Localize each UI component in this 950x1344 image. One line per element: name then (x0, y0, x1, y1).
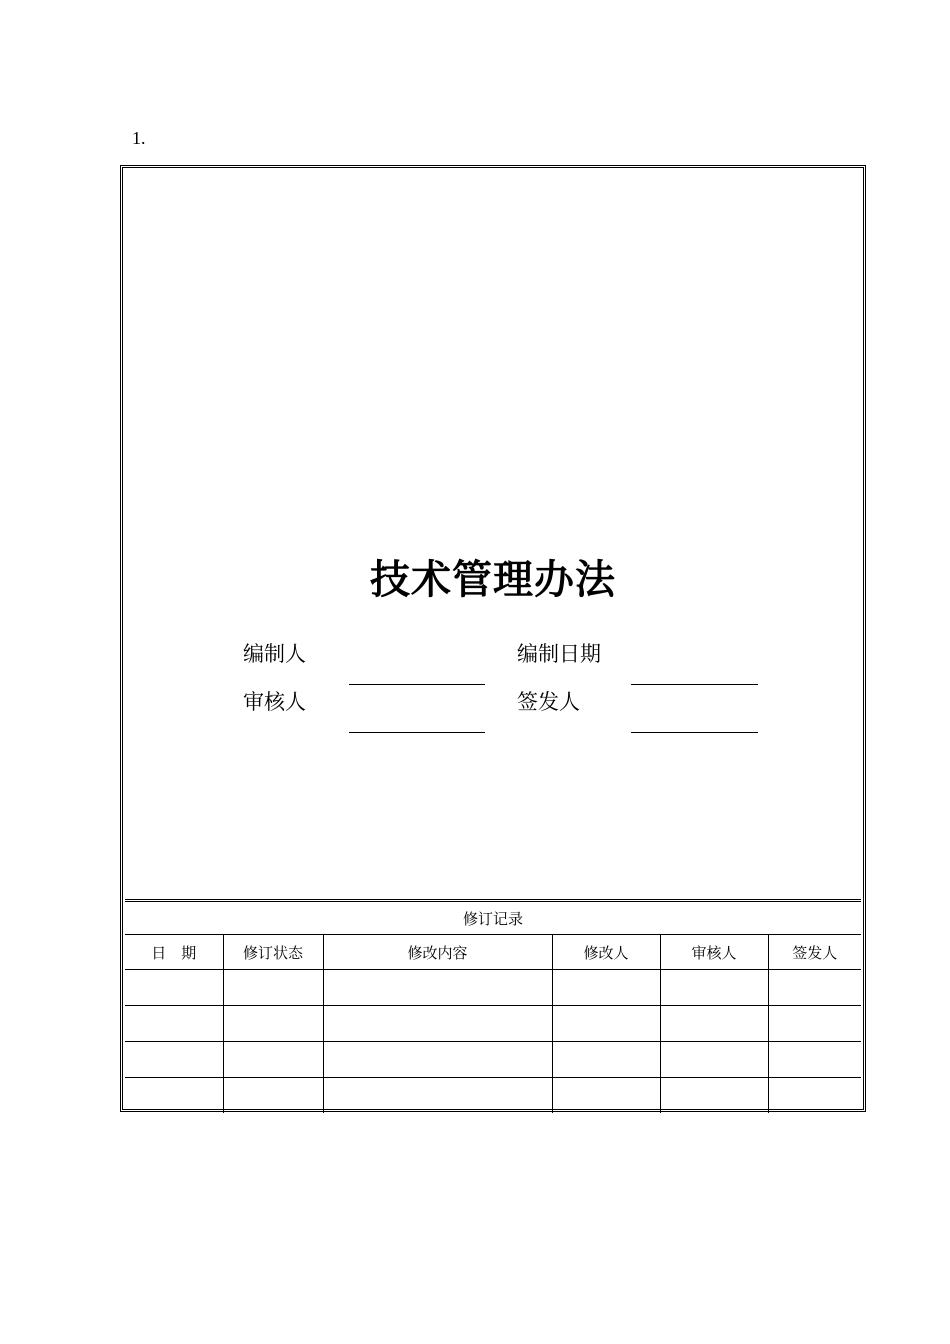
compile-date-label: 编制日期 (517, 642, 601, 666)
issuer-label: 签发人 (517, 690, 580, 714)
page-number: 1. (132, 128, 146, 148)
table-cell (660, 1078, 768, 1114)
compile-date-line (631, 684, 758, 685)
table-cell (768, 970, 861, 1006)
header-date: 日 期 (125, 935, 223, 970)
table-cell (223, 970, 323, 1006)
reviewer-label: 审核人 (243, 690, 306, 714)
header-modifier: 修改人 (552, 935, 660, 970)
table-cell (323, 970, 552, 1006)
table-cell (660, 970, 768, 1006)
table-cell (552, 970, 660, 1006)
table-cell (552, 1042, 660, 1078)
table-cell (768, 1042, 861, 1078)
document-title: 技术管理办法 (370, 557, 616, 603)
reviewer-signature-line (349, 732, 485, 733)
table-cell (768, 1078, 861, 1114)
table-cell (323, 1042, 552, 1078)
table-cell (552, 1006, 660, 1042)
header-reviewer: 审核人 (660, 935, 768, 970)
table-cell (125, 1006, 223, 1042)
issuer-signature-line (631, 732, 758, 733)
header-revision-status: 修订状态 (223, 935, 323, 970)
table-row (125, 1042, 861, 1078)
table-cell (125, 970, 223, 1006)
table-cell (223, 1078, 323, 1114)
table-cell (323, 1006, 552, 1042)
table-cell (660, 1042, 768, 1078)
table-row (125, 1078, 861, 1114)
header-revision-content: 修改内容 (323, 935, 552, 970)
table-cell (660, 1006, 768, 1042)
table-cell (125, 1042, 223, 1078)
table-cell (552, 1078, 660, 1114)
table-cell (223, 1006, 323, 1042)
revision-record-caption: 修订记录 (125, 901, 861, 935)
compiler-signature-line (349, 684, 485, 685)
cover-frame (120, 165, 866, 1112)
table-row (125, 1006, 861, 1042)
header-issuer: 签发人 (768, 935, 861, 970)
table-row (125, 970, 861, 1006)
compiler-label: 编制人 (243, 642, 306, 666)
revision-record-table (125, 899, 861, 1113)
table-cell (125, 1078, 223, 1114)
table-header-row (125, 935, 861, 970)
table-cell (223, 1042, 323, 1078)
table-cell (323, 1078, 552, 1114)
table-cell (768, 1006, 861, 1042)
